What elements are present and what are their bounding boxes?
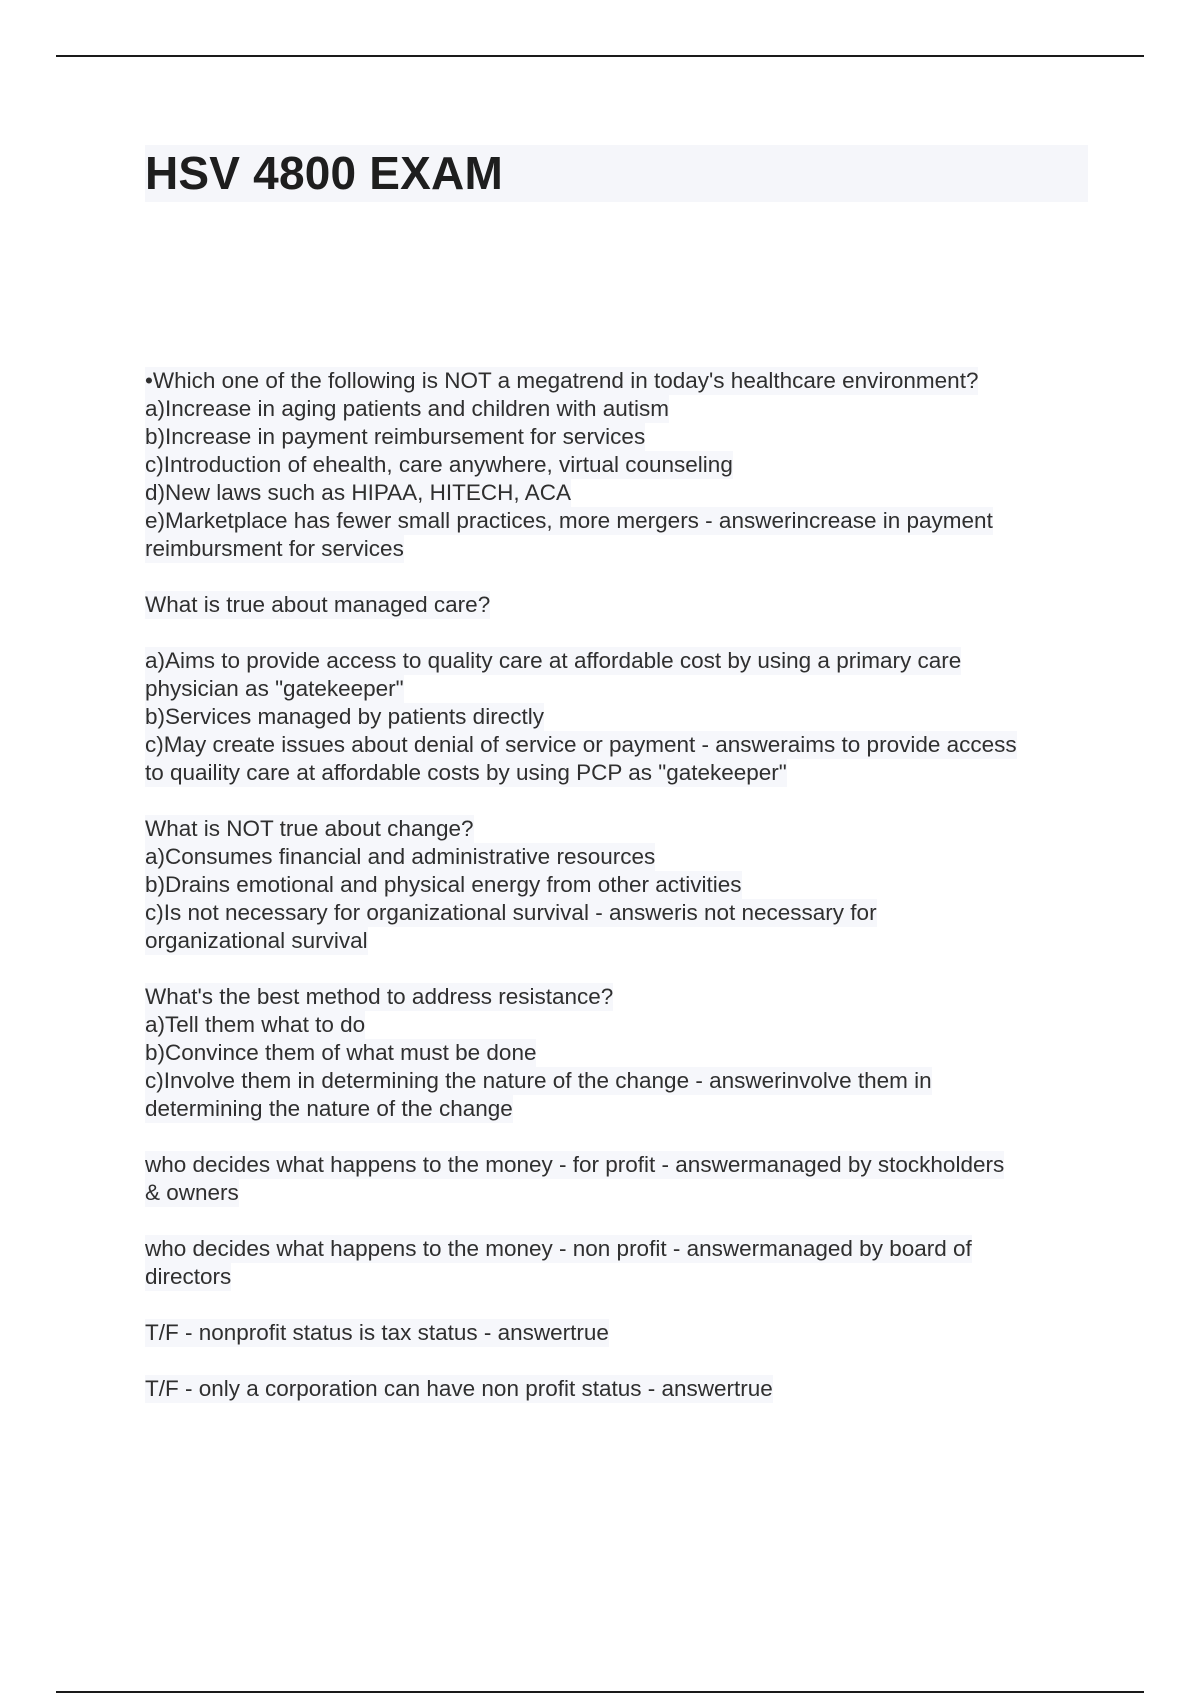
question-block-non-profit — [145, 1235, 1095, 1291]
text-line: •Which one of the following is NOT a megatrend in today's healthcare environment? — [145, 368, 979, 393]
text-line: reimbursment for services — [145, 536, 404, 561]
text-line: organizational survival — [145, 928, 368, 953]
text-line: & owners — [145, 1180, 239, 1205]
text-line: a)Tell them what to do — [145, 1012, 366, 1037]
text-line: determining the nature of the change — [145, 1096, 513, 1121]
text-line: What is NOT true about change? — [145, 816, 474, 841]
question-block-change — [145, 815, 1095, 955]
question-block-for-profit — [145, 1151, 1095, 1207]
text-line: c)Is not necessary for organizational survival - answeris not necessary for — [145, 900, 877, 925]
answer-block-managed-care — [145, 647, 1095, 787]
text-line: T/F - nonprofit status is tax status - answertrue — [145, 1320, 609, 1345]
text-line: e)Marketplace has fewer small practices, more mergers - answerincrease in payment — [145, 508, 993, 533]
bottom-rule — [56, 1691, 1144, 1693]
text-line: a)Increase in aging patients and children with autism — [145, 396, 670, 421]
question-block-tax-status — [145, 1319, 1095, 1347]
question-block-corporation — [145, 1375, 1095, 1403]
text-line: c)Involve them in determining the nature of the change - answerinvolve them in — [145, 1068, 932, 1093]
text-line: who decides what happens to the money - for profit - answermanaged by stockholders — [145, 1152, 1005, 1177]
text-line: c)May create issues about denial of service or payment - answeraims to provide access — [145, 732, 1017, 757]
text-line: c)Introduction of ehealth, care anywhere, virtual counseling — [145, 452, 733, 477]
top-rule — [56, 55, 1144, 57]
text-line: b)Drains emotional and physical energy from other activities — [145, 872, 742, 897]
text-line: b)Convince them of what must be done — [145, 1040, 537, 1065]
text-line: who decides what happens to the money - non profit - answermanaged by board of — [145, 1236, 972, 1261]
exam-content — [145, 367, 1095, 1431]
text-line: to quaility care at affordable costs by using PCP as "gatekeeper" — [145, 760, 787, 785]
question-block-managed-care — [145, 591, 1095, 619]
text-line: What's the best method to address resistance? — [145, 984, 614, 1009]
text-line: directors — [145, 1264, 232, 1289]
text-line: T/F - only a corporation can have non profit status - answertrue — [145, 1376, 773, 1401]
question-block-megatrend — [145, 367, 1095, 563]
page-title: HSV 4800 EXAM — [145, 147, 503, 199]
text-line: physician as "gatekeeper" — [145, 676, 404, 701]
text-line: b)Services managed by patients directly — [145, 704, 544, 729]
text-line: What is true about managed care? — [145, 592, 491, 617]
text-line: d)New laws such as HIPAA, HITECH, ACA — [145, 480, 571, 505]
question-block-resistance — [145, 983, 1095, 1123]
text-line: a)Consumes financial and administrative resources — [145, 844, 656, 869]
text-line: b)Increase in payment reimbursement for services — [145, 424, 646, 449]
text-line: a)Aims to provide access to quality care at affordable cost by using a primary care — [145, 648, 962, 673]
